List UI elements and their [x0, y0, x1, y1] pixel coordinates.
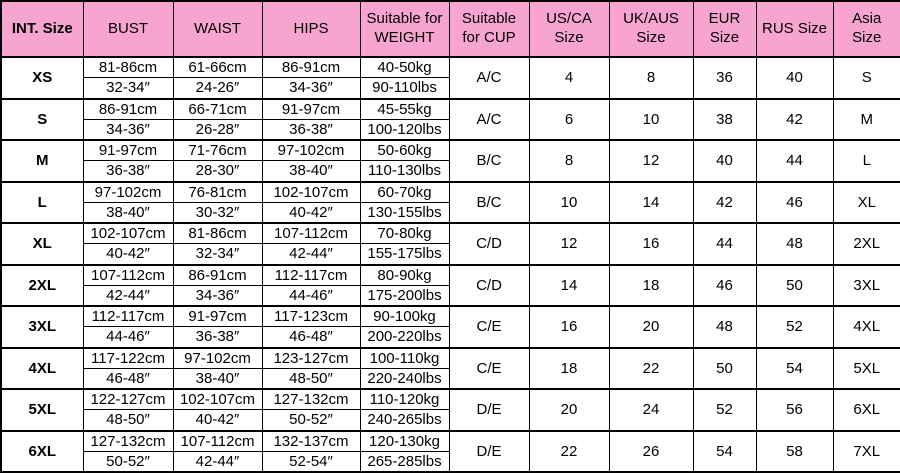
cup-cell: C/E	[449, 306, 529, 348]
asia-cell: 4XL	[833, 306, 900, 348]
eur-cell: 38	[693, 99, 756, 141]
col-header-hips: HIPS	[262, 1, 360, 57]
waist-in-cell: 30-32″	[173, 202, 262, 223]
cup-cell: C/D	[449, 223, 529, 265]
col-header-eur: EUR Size	[693, 1, 756, 57]
eur-cell: 48	[693, 306, 756, 348]
waist-cm-cell: 107-112cm	[173, 431, 262, 452]
us-ca-cell: 20	[529, 389, 609, 431]
us-ca-cell: 16	[529, 306, 609, 348]
bust-in-cell: 32-34″	[83, 78, 173, 99]
hips-cm-cell: 123-127cm	[262, 348, 360, 369]
bust-cm-cell: 127-132cm	[83, 431, 173, 452]
waist-in-cell: 36-38″	[173, 327, 262, 348]
eur-cell: 36	[693, 57, 756, 99]
waist-cm-cell: 91-97cm	[173, 306, 262, 327]
bust-in-cell: 46-48″	[83, 368, 173, 389]
rus-cell: 50	[756, 265, 833, 307]
int-size-cell: L	[1, 182, 83, 224]
table-row	[1, 265, 900, 286]
us-ca-cell: 10	[529, 182, 609, 224]
bust-in-cell: 34-36″	[83, 119, 173, 140]
uk-aus-cell: 14	[609, 182, 693, 224]
table-row	[1, 182, 900, 203]
col-header-int-size: INT. Size	[1, 1, 83, 57]
cup-cell: A/C	[449, 57, 529, 99]
table-row	[1, 57, 900, 78]
us-ca-cell: 6	[529, 99, 609, 141]
eur-cell: 50	[693, 348, 756, 390]
hips-in-cell: 48-50″	[262, 368, 360, 389]
cup-cell: C/E	[449, 348, 529, 390]
uk-aus-cell: 18	[609, 265, 693, 307]
eur-cell: 40	[693, 140, 756, 182]
us-ca-cell: 12	[529, 223, 609, 265]
weight-lbs-cell: 265-285lbs	[360, 451, 449, 472]
cup-cell: B/C	[449, 182, 529, 224]
bust-cm-cell: 97-102cm	[83, 182, 173, 203]
rus-cell: 44	[756, 140, 833, 182]
weight-lbs-cell: 200-220lbs	[360, 327, 449, 348]
eur-cell: 52	[693, 389, 756, 431]
uk-aus-cell: 20	[609, 306, 693, 348]
bust-cm-cell: 107-112cm	[83, 265, 173, 286]
weight-kg-cell: 45-55kg	[360, 99, 449, 120]
col-header-weight: Suitable for WEIGHT	[360, 1, 449, 57]
waist-in-cell: 26-28″	[173, 119, 262, 140]
hips-in-cell: 34-36″	[262, 78, 360, 99]
table-row	[1, 223, 900, 244]
hips-in-cell: 50-52″	[262, 410, 360, 431]
bust-in-cell: 50-52″	[83, 451, 173, 472]
bust-in-cell: 44-46″	[83, 327, 173, 348]
table-row	[1, 389, 900, 410]
hips-cm-cell: 97-102cm	[262, 140, 360, 161]
waist-cm-cell: 86-91cm	[173, 265, 262, 286]
asia-cell: 5XL	[833, 348, 900, 390]
bust-in-cell: 48-50″	[83, 410, 173, 431]
waist-cm-cell: 97-102cm	[173, 348, 262, 369]
uk-aus-cell: 26	[609, 431, 693, 473]
col-header-uk-aus: UK/AUS Size	[609, 1, 693, 57]
table-row	[1, 431, 900, 452]
rus-cell: 56	[756, 389, 833, 431]
hips-in-cell: 42-44″	[262, 244, 360, 265]
uk-aus-cell: 22	[609, 348, 693, 390]
col-header-us-ca: US/CA Size	[529, 1, 609, 57]
table-header	[1, 1, 900, 57]
uk-aus-cell: 10	[609, 99, 693, 141]
weight-lbs-cell: 90-110lbs	[360, 78, 449, 99]
waist-cm-cell: 76-81cm	[173, 182, 262, 203]
asia-cell: 7XL	[833, 431, 900, 473]
hips-in-cell: 52-54″	[262, 451, 360, 472]
bust-cm-cell: 122-127cm	[83, 389, 173, 410]
us-ca-cell: 22	[529, 431, 609, 473]
col-header-waist: WAIST	[173, 1, 262, 57]
asia-cell: S	[833, 57, 900, 99]
rus-cell: 48	[756, 223, 833, 265]
asia-cell: 6XL	[833, 389, 900, 431]
waist-in-cell: 28-30″	[173, 161, 262, 182]
bust-cm-cell: 102-107cm	[83, 223, 173, 244]
bust-cm-cell: 117-122cm	[83, 348, 173, 369]
weight-lbs-cell: 220-240lbs	[360, 368, 449, 389]
int-size-cell: M	[1, 140, 83, 182]
hips-in-cell: 46-48″	[262, 327, 360, 348]
int-size-cell: XL	[1, 223, 83, 265]
table-row	[1, 306, 900, 327]
asia-cell: XL	[833, 182, 900, 224]
weight-kg-cell: 80-90kg	[360, 265, 449, 286]
weight-lbs-cell: 155-175lbs	[360, 244, 449, 265]
asia-cell: 2XL	[833, 223, 900, 265]
col-header-bust: BUST	[83, 1, 173, 57]
int-size-cell: 5XL	[1, 389, 83, 431]
bust-in-cell: 36-38″	[83, 161, 173, 182]
asia-cell: 3XL	[833, 265, 900, 307]
waist-cm-cell: 81-86cm	[173, 223, 262, 244]
cup-cell: B/C	[449, 140, 529, 182]
int-size-cell: 4XL	[1, 348, 83, 390]
table-row	[1, 99, 900, 120]
eur-cell: 42	[693, 182, 756, 224]
weight-lbs-cell: 240-265lbs	[360, 410, 449, 431]
asia-cell: M	[833, 99, 900, 141]
bust-cm-cell: 86-91cm	[83, 99, 173, 120]
waist-in-cell: 34-36″	[173, 285, 262, 306]
bust-in-cell: 38-40″	[83, 202, 173, 223]
int-size-cell: 6XL	[1, 431, 83, 473]
rus-cell: 58	[756, 431, 833, 473]
rus-cell: 46	[756, 182, 833, 224]
bust-cm-cell: 81-86cm	[83, 57, 173, 78]
waist-cm-cell: 61-66cm	[173, 57, 262, 78]
us-ca-cell: 18	[529, 348, 609, 390]
uk-aus-cell: 16	[609, 223, 693, 265]
table-body	[1, 57, 900, 472]
waist-in-cell: 40-42″	[173, 410, 262, 431]
weight-kg-cell: 90-100kg	[360, 306, 449, 327]
hips-cm-cell: 102-107cm	[262, 182, 360, 203]
col-header-rus: RUS Size	[756, 1, 833, 57]
asia-cell: L	[833, 140, 900, 182]
us-ca-cell: 14	[529, 265, 609, 307]
col-header-asia: Asia Size	[833, 1, 900, 57]
hips-cm-cell: 91-97cm	[262, 99, 360, 120]
weight-lbs-cell: 110-130lbs	[360, 161, 449, 182]
weight-kg-cell: 70-80kg	[360, 223, 449, 244]
int-size-cell: XS	[1, 57, 83, 99]
int-size-cell: 3XL	[1, 306, 83, 348]
bust-in-cell: 40-42″	[83, 244, 173, 265]
uk-aus-cell: 24	[609, 389, 693, 431]
hips-cm-cell: 132-137cm	[262, 431, 360, 452]
cup-cell: D/E	[449, 389, 529, 431]
bust-cm-cell: 112-117cm	[83, 306, 173, 327]
hips-cm-cell: 86-91cm	[262, 57, 360, 78]
weight-kg-cell: 60-70kg	[360, 182, 449, 203]
hips-cm-cell: 117-123cm	[262, 306, 360, 327]
us-ca-cell: 4	[529, 57, 609, 99]
waist-in-cell: 38-40″	[173, 368, 262, 389]
waist-in-cell: 32-34″	[173, 244, 262, 265]
col-header-cup: Suitable for CUP	[449, 1, 529, 57]
weight-kg-cell: 100-110kg	[360, 348, 449, 369]
bust-in-cell: 42-44″	[83, 285, 173, 306]
weight-kg-cell: 50-60kg	[360, 140, 449, 161]
weight-kg-cell: 120-130kg	[360, 431, 449, 452]
eur-cell: 54	[693, 431, 756, 473]
table-row	[1, 140, 900, 161]
cup-cell: A/C	[449, 99, 529, 141]
waist-in-cell: 42-44″	[173, 451, 262, 472]
weight-lbs-cell: 175-200lbs	[360, 285, 449, 306]
int-size-cell: S	[1, 99, 83, 141]
waist-cm-cell: 66-71cm	[173, 99, 262, 120]
int-size-cell: 2XL	[1, 265, 83, 307]
rus-cell: 42	[756, 99, 833, 141]
weight-lbs-cell: 130-155lbs	[360, 202, 449, 223]
eur-cell: 44	[693, 223, 756, 265]
weight-lbs-cell: 100-120lbs	[360, 119, 449, 140]
bust-cm-cell: 91-97cm	[83, 140, 173, 161]
hips-cm-cell: 112-117cm	[262, 265, 360, 286]
rus-cell: 54	[756, 348, 833, 390]
hips-in-cell: 36-38″	[262, 119, 360, 140]
waist-in-cell: 24-26″	[173, 78, 262, 99]
uk-aus-cell: 8	[609, 57, 693, 99]
rus-cell: 40	[756, 57, 833, 99]
us-ca-cell: 8	[529, 140, 609, 182]
hips-cm-cell: 127-132cm	[262, 389, 360, 410]
waist-cm-cell: 102-107cm	[173, 389, 262, 410]
eur-cell: 46	[693, 265, 756, 307]
table-row	[1, 348, 900, 369]
hips-in-cell: 40-42″	[262, 202, 360, 223]
cup-cell: C/D	[449, 265, 529, 307]
cup-cell: D/E	[449, 431, 529, 473]
hips-cm-cell: 107-112cm	[262, 223, 360, 244]
rus-cell: 52	[756, 306, 833, 348]
hips-in-cell: 38-40″	[262, 161, 360, 182]
weight-kg-cell: 40-50kg	[360, 57, 449, 78]
weight-kg-cell: 110-120kg	[360, 389, 449, 410]
hips-in-cell: 44-46″	[262, 285, 360, 306]
waist-cm-cell: 71-76cm	[173, 140, 262, 161]
uk-aus-cell: 12	[609, 140, 693, 182]
header-row	[1, 1, 900, 57]
